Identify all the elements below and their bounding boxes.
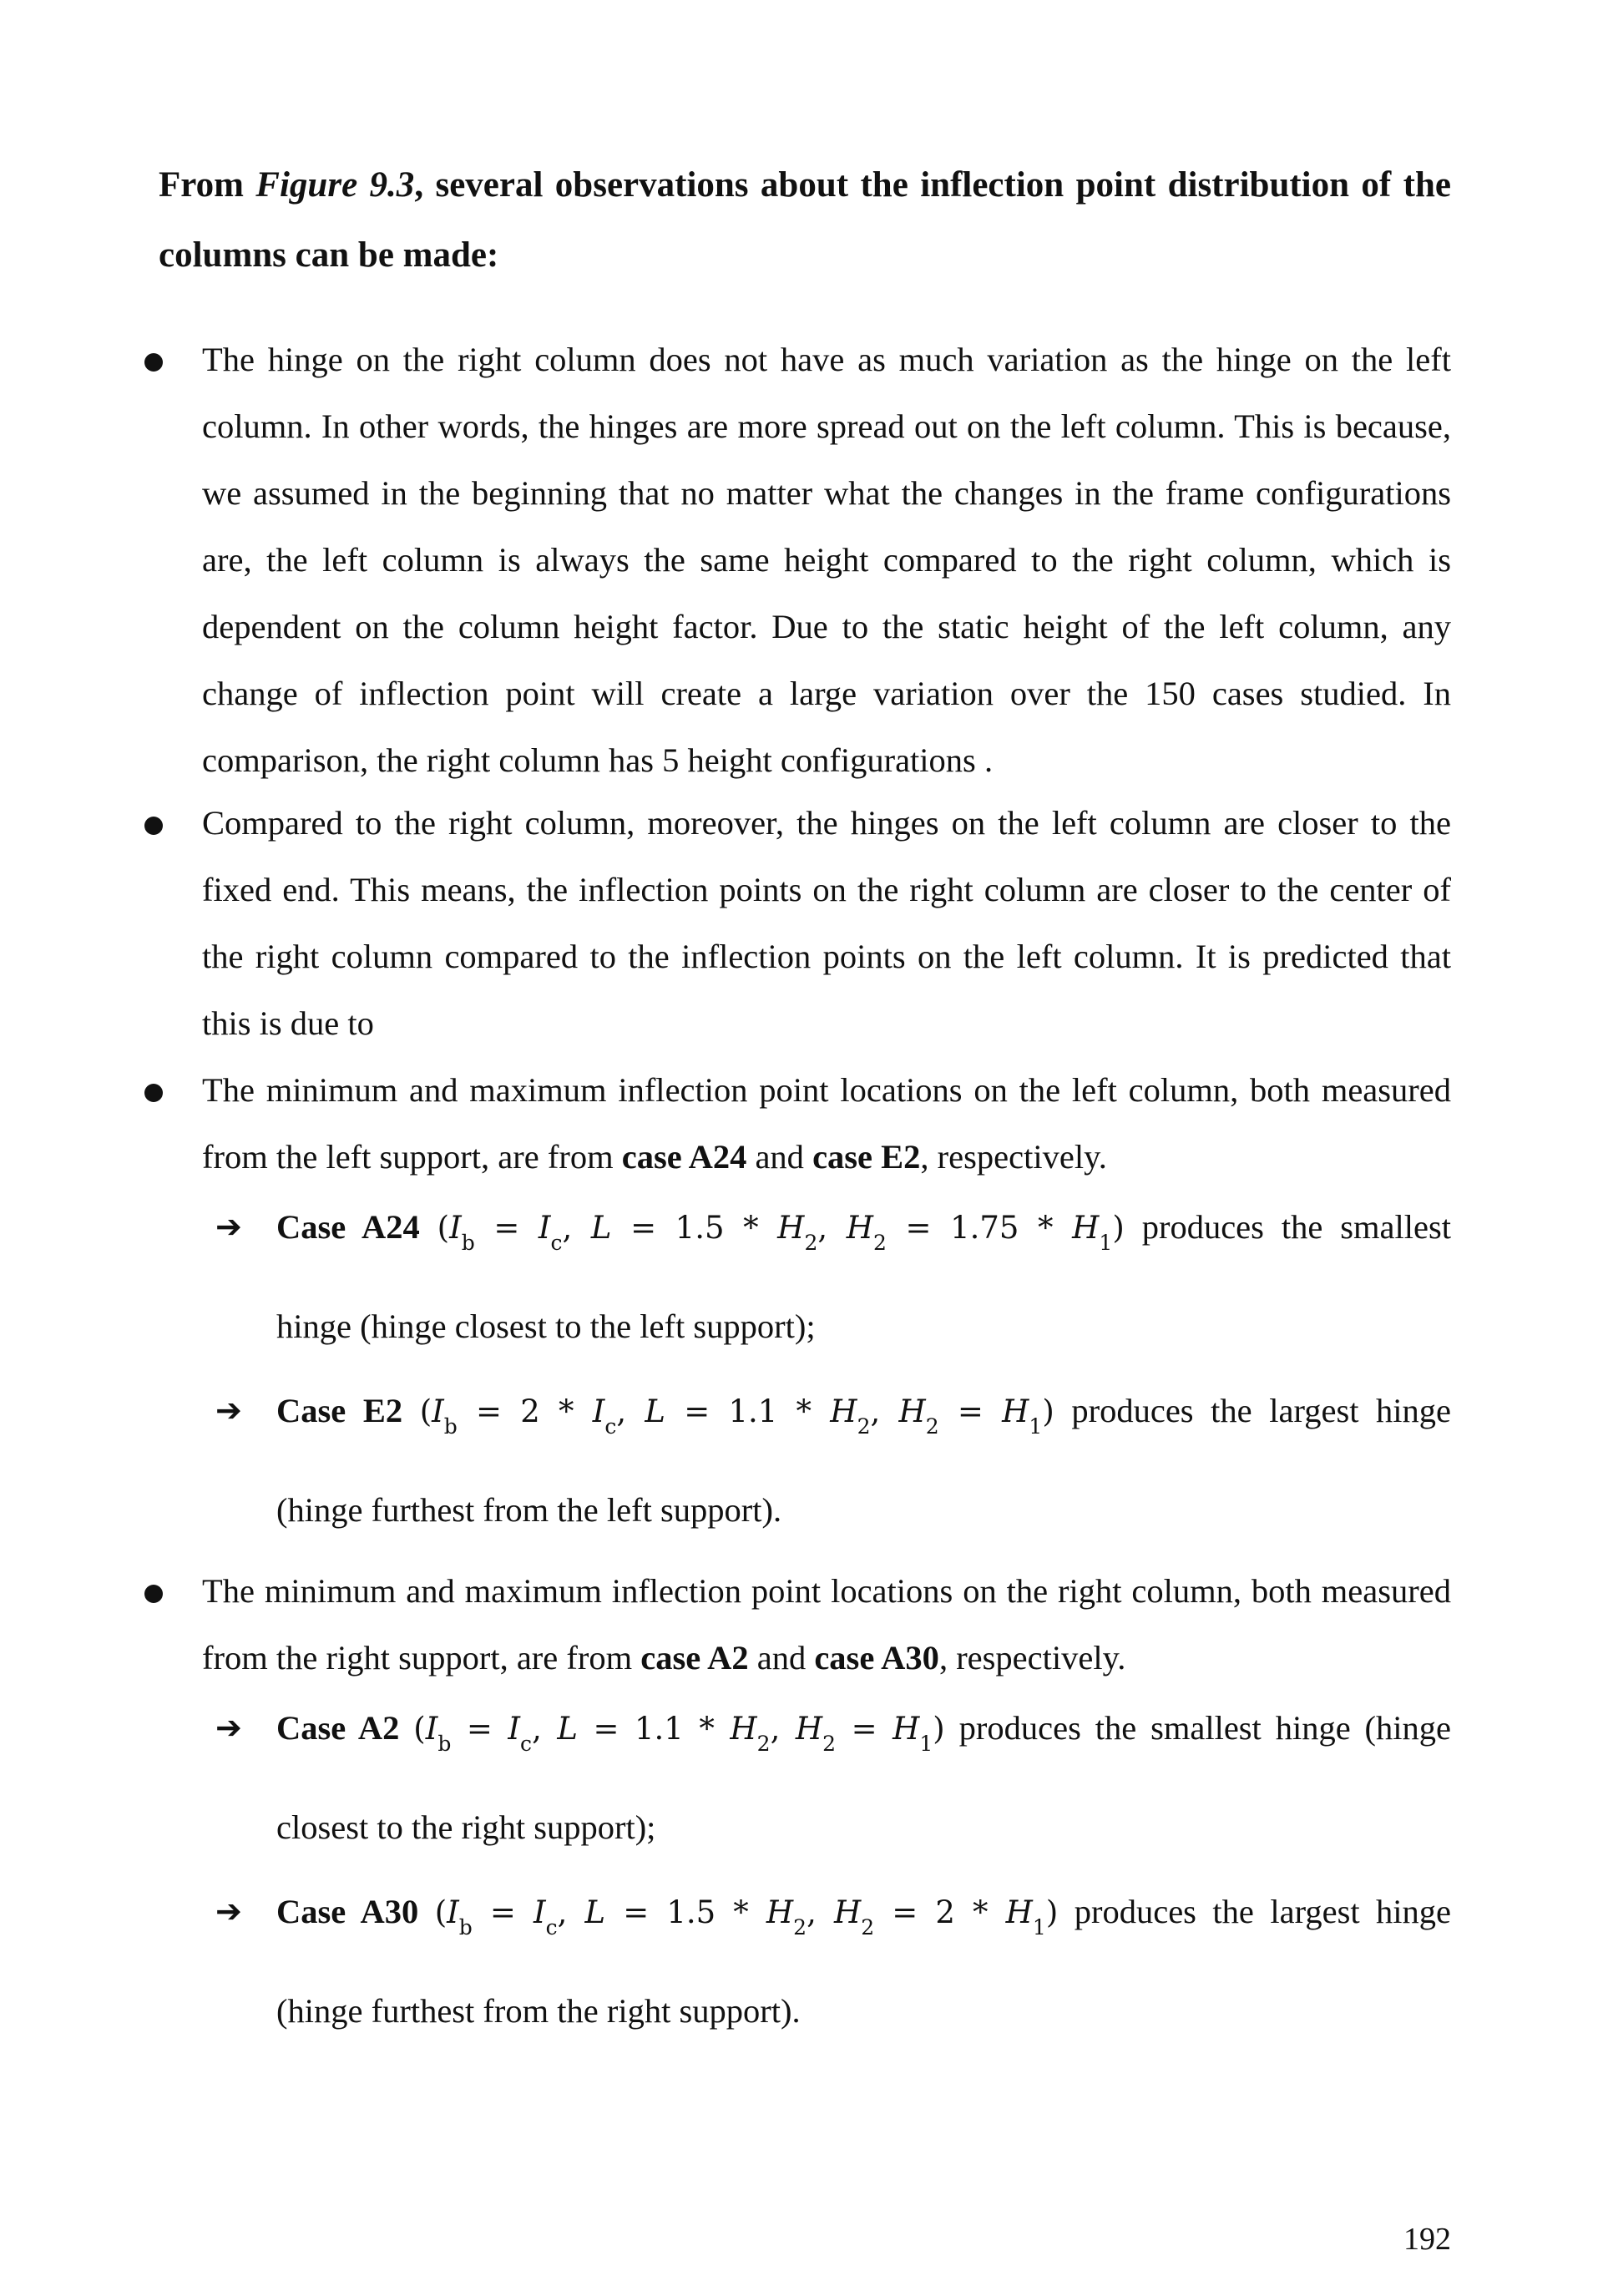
intro-suffix: , several observations about the inflection point distribution of the columns can be made: bbox=[159, 165, 1451, 275]
bullet-text: and bbox=[748, 1639, 815, 1676]
bullet-paragraph-4 bbox=[202, 1558, 1451, 1692]
case-a24-item bbox=[276, 1202, 1451, 1352]
case-formula: ($I_b = I_c$, $L = 1.5 * H_2$, $H_2 = 2 * H_1$) bbox=[434, 1894, 1059, 1939]
bullet-dot-icon bbox=[144, 817, 163, 835]
bullet-text: and bbox=[746, 1138, 813, 1176]
case-e2-item bbox=[276, 1386, 1451, 1535]
bullet-dot-icon bbox=[144, 1084, 163, 1102]
bullet-dot-icon bbox=[144, 353, 163, 372]
case-a30-item bbox=[276, 1887, 1451, 2036]
figure-reference: Figure 9.3 bbox=[255, 165, 415, 205]
case-continuation: hinge (hinge closest to the left support); bbox=[276, 1307, 816, 1345]
arrow-right-icon: ➔ bbox=[215, 1894, 242, 1929]
page-number: 192 bbox=[1403, 2222, 1451, 2257]
arrow-right-icon: ➔ bbox=[215, 1210, 242, 1245]
case-min-label: case A24 bbox=[621, 1138, 747, 1176]
bullet-text: The minimum and maximum inflection point locations on the left column, both measured from the left support, are from bbox=[202, 1071, 1451, 1176]
arrow-right-icon: ➔ bbox=[215, 1711, 242, 1746]
case-result: produces the largest hinge bbox=[1074, 1893, 1452, 1930]
bullet-text: , respectively. bbox=[938, 1639, 1126, 1676]
case-result: produces the smallest hinge (hinge bbox=[958, 1709, 1452, 1747]
case-formula: ($I_b = I_c$, $L = 1.5 * H_2$, $H_2 = 1.75 * H_1$) bbox=[437, 1210, 1125, 1255]
case-result: produces the smallest bbox=[1141, 1208, 1452, 1246]
intro-paragraph bbox=[159, 150, 1451, 291]
intro-prefix: From bbox=[159, 165, 256, 205]
bullet-text: , respectively. bbox=[920, 1138, 1107, 1176]
case-label: Case E2 bbox=[276, 1392, 403, 1429]
case-result: produces the largest hinge bbox=[1071, 1392, 1452, 1429]
bullet-dot-icon bbox=[144, 1585, 163, 1603]
bullet-paragraph-3 bbox=[202, 1057, 1451, 1191]
case-continuation: (hinge furthest from the left support). bbox=[276, 1491, 782, 1529]
bullet-paragraph-2: Compared to the right column, moreover, the hinges on the left column are closer to the fixed end. This means, the inflection points on the right column are closer to the center of the right column compared to the inflection points on the left column. It is predicted that this is due to bbox=[202, 804, 1451, 1042]
case-max-label: case A30 bbox=[814, 1639, 939, 1676]
arrow-right-icon: ➔ bbox=[215, 1393, 242, 1429]
case-continuation: (hinge furthest from the right support). bbox=[276, 1992, 801, 2030]
case-min-label: case A2 bbox=[640, 1639, 749, 1676]
bullet-text: The minimum and maximum inflection point locations on the right column, both measured from the right support, are from bbox=[202, 1572, 1451, 1676]
case-formula: ($I_b = 2 * I_c$, $L = 1.1 * H_2$, $H_2 = H_1$) bbox=[419, 1393, 1054, 1439]
case-label: Case A24 bbox=[276, 1208, 420, 1246]
case-label: Case A30 bbox=[276, 1893, 419, 1930]
case-max-label: case E2 bbox=[812, 1138, 921, 1176]
bullet-paragraph-1: The hinge on the right column does not have as much variation as the hinge on the left column. In other words, the hinges are more spread out on the left column. This is because, we assumed in the beginning that no matter what the changes in the frame configurations are, the left column is always the same height compared to the right column, which is dependent on the column height factor. Due to the static height of the left column, any change of inflection point will create a large variation over the 150 cases studied. In comparison, the right column has 5 height configurations . bbox=[202, 341, 1451, 779]
case-label: Case A2 bbox=[276, 1709, 400, 1747]
case-continuation: closest to the right support); bbox=[276, 1808, 656, 1846]
case-a2-item bbox=[276, 1703, 1451, 1853]
case-formula: ($I_b = I_c$, $L = 1.1 * H_2$, $H_2 = H_1$) bbox=[413, 1711, 945, 1756]
